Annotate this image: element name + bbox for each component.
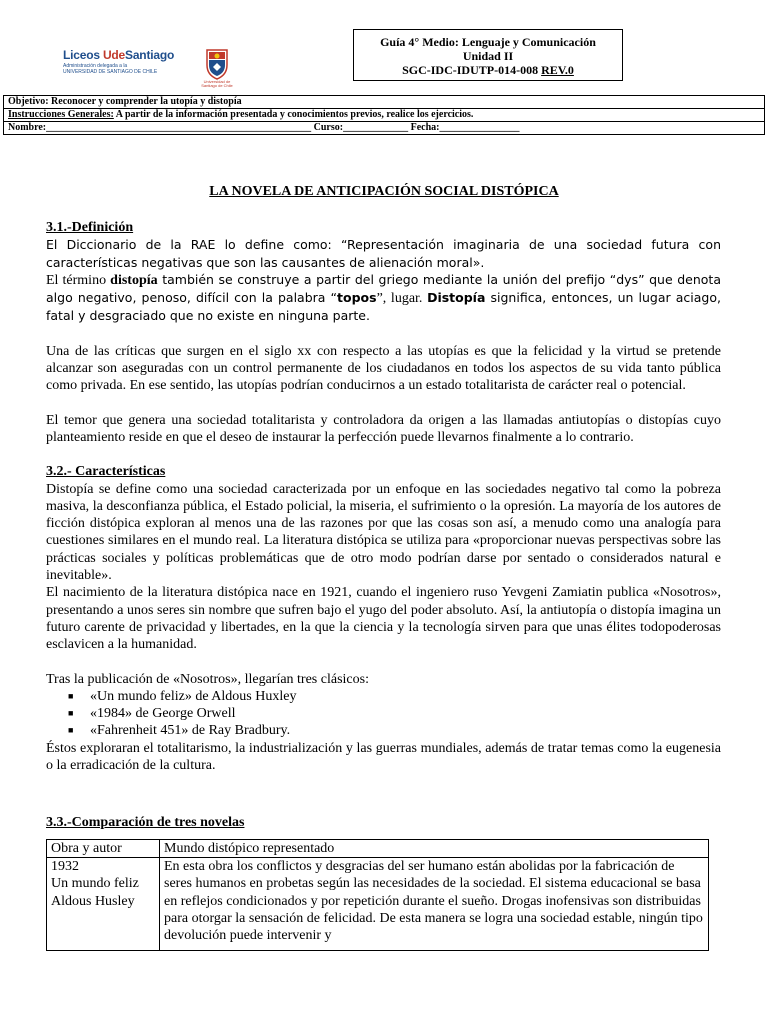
objective-row: Objetivo: Reconocer y comprender la utopía y distopía — [4, 96, 764, 109]
paragraph: Tras la publicación de «Nosotros», llegarían tres clásicos: — [46, 671, 369, 687]
list-item: ■ «Fahrenheit 451» de Ray Bradbury. — [68, 723, 291, 739]
logo-subtitle: Administración delegada a la UNIVERSIDAD DE SANTIAGO DE CHILE — [63, 63, 158, 75]
table-header-cell: Obra y autor — [47, 839, 160, 857]
table-header-row — [47, 839, 709, 857]
page-title: LA NOVELA DE ANTICIPACIÓN SOCIAL DISTÓPICA — [209, 184, 559, 199]
table-cell: 1932 Un mundo feliz Aldous Husley — [47, 857, 160, 950]
table-header-cell: Mundo distópico representado — [160, 839, 709, 857]
guide-title: Guía 4° Medio: Lenguaje y Comunicación — [380, 35, 596, 49]
paragraph: Una de las críticas que surgen en el siglo xx con respecto a las utopías es que la felicidad y la virtud se pretende alcanzar son aseguradas con un control permanente de los ciudadanos en todos los aspectos de su vida tanto pública como privada. En ese sentido, las utopías podrían conducirnos a un estado totalitarista de carácter real o potencial. — [46, 343, 721, 394]
school-logo — [63, 48, 183, 75]
guide-unit: Unidad II — [462, 49, 514, 63]
section-heading: 3.2.- Características — [46, 464, 166, 480]
list-item: ■ «Un mundo feliz» de Aldous Huxley — [68, 688, 297, 704]
section-heading: 3.1.-Definición — [46, 220, 134, 235]
list-item: ■ «1984» de George Orwell — [68, 706, 236, 722]
university-crest-icon — [204, 47, 230, 81]
document-body — [46, 219, 721, 951]
table-cell: En esta obra los conflictos y desgracias del ser humano están abolidas por la fabricación de seres humanos en probetas según las necesidades de la sociedad. El sistema educacional se basa en reflejos condicionados y por repetición durante el sueño. Drogas inofensivas son distribuidas para otorgar la sensación de felicidad. De esta manera se logra una sociedad estable, ningún tipo devolución puede intervenir y — [160, 857, 709, 950]
paragraph: El nacimiento de la literatura distópica nace en 1921, cuando el ingeniero ruso Yevgeni Zamiatin publica «Nosotros», presentando a unos seres sin nombre que sufren bajo el yugo del poder absoluto. Así, la antiutopía o distopía imagina un futuro carente de privacidad y libertades, en la que la ciencia y la tecnología sirven para que unas élites todopoderosas esclavicen a la humanidad. — [46, 585, 721, 653]
name-row: Nombre:_____________________________________________________ Curso:_____________ Fecha:________________ — [8, 122, 520, 133]
guide-code: SGC-IDC-IDUTP-014-008 REV.0 — [402, 63, 574, 77]
instructions-row: Instrucciones Generales: A partir de la información presentada y conocimientos previos, realice los ejercicios. — [4, 109, 764, 122]
guide-header-box — [353, 29, 623, 81]
logo-brand: Liceos UdeSantiago — [63, 48, 175, 62]
crest-label: Universidad de Santiago de Chile — [201, 79, 233, 88]
paragraph: El temor que genera una sociedad totalitarista y controladora da origen a las llamadas antiutopías o distopías cuyo planteamiento reside en que el deseo de instaurar la perfección puede llevarnos finalmente a lo contrario. — [46, 412, 721, 445]
rae-definition: El Diccionario de la RAE lo define como: “Representación imaginaria de una sociedad futura con características negativas que son las causantes de alienación moral». — [46, 237, 721, 270]
comparison-table — [46, 839, 709, 951]
paragraph: Éstos exploraran el totalitarismo, la industrialización y las guerras mundiales, además de tratar temas como la eugenesia o la erradicación de la cultura. — [46, 740, 721, 774]
paragraph: El término distopía también se construye a partir del griego mediante la unión del prefijo “dys” que denota algo negativo, penoso, difícil con la palabra “topos”, lugar. Distopía significa, entonces, un lugar aciago, fatal y desgraciado que no existe en ninguna parte. — [46, 271, 721, 324]
info-table — [3, 95, 765, 135]
paragraph: Distopía se define como una sociedad caracterizada por un enfoque en las sociedades negativo tal como la pobreza masiva, la desconfianza pública, el Estado policial, la miseria, el sufrimiento o la opresión. La mayoría de los autores de ficción distópica exploran al menos una de las razones por que las cosas son así, a menudo como una analogía para cuestiones similares en el mundo real. La literatura distópica se utiliza para «proporcionar nuevas perspectivas sobre las prácticas sociales y políticas problemáticas que de otro modo podrían darse por sentado o considerados natural e inevitable». — [46, 481, 721, 584]
table-row — [47, 857, 709, 950]
novel-list — [46, 688, 721, 740]
section-heading: 3.3.-Comparación de tres novelas — [46, 815, 245, 831]
